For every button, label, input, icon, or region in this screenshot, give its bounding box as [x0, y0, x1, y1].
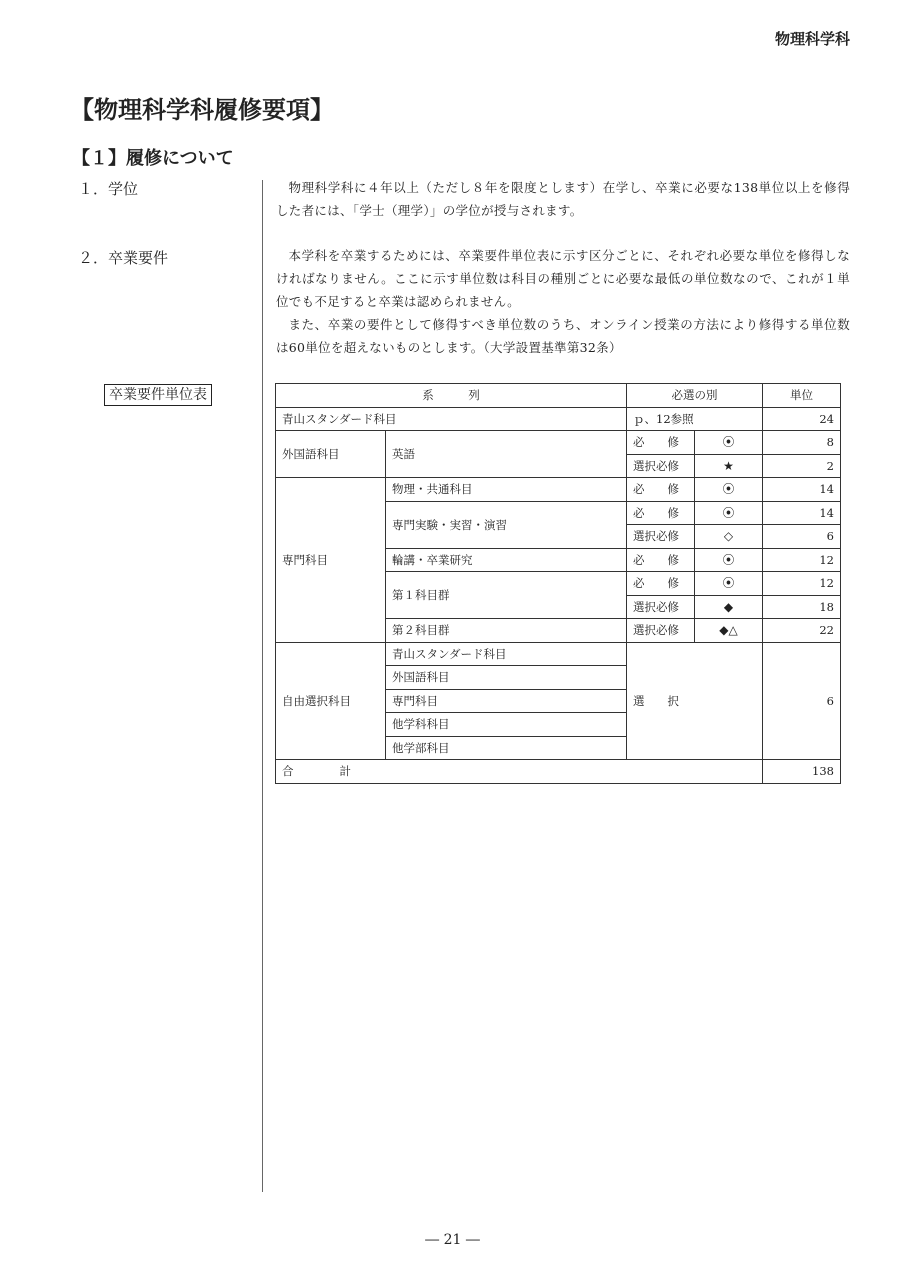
- subject-cell: 物理・共通科目: [386, 478, 627, 502]
- subject-cell: 専門実験・実習・演習: [386, 501, 627, 548]
- page-number: ― 21 ―: [425, 1232, 480, 1248]
- table-row: [276, 431, 841, 455]
- subject-cell: 第２科目群: [386, 619, 627, 643]
- item-heading-degree: １．学位: [78, 180, 139, 198]
- row-units: 6: [763, 642, 841, 760]
- row-units: 14: [763, 501, 841, 525]
- header-department: 物理科学科: [774, 30, 850, 48]
- category-cell: 自由選択科目: [276, 642, 386, 760]
- diamond-outline-icon: ◇: [695, 525, 763, 549]
- required-mark-icon: ⦿: [695, 572, 763, 596]
- row-units: 8: [763, 431, 841, 455]
- header-series: 系 列: [276, 384, 627, 408]
- total-label: 合 計: [276, 760, 763, 784]
- requirements-table: [275, 383, 841, 784]
- table-row: [276, 642, 841, 666]
- row-units: 18: [763, 595, 841, 619]
- vertical-divider: [262, 180, 263, 1192]
- table-total-row: [276, 760, 841, 784]
- row-requirement: 必 修: [627, 501, 695, 525]
- graduation-text: [276, 244, 850, 359]
- diamond-filled-icon: ◆: [695, 595, 763, 619]
- table-label: 卒業要件単位表: [104, 384, 212, 406]
- row-requirement: ｐ、12参照: [627, 407, 763, 431]
- row-requirement: 必 修: [627, 572, 695, 596]
- row-requirement: 必 修: [627, 431, 695, 455]
- category-cell: 専門科目: [276, 478, 386, 643]
- page-title: 【物理科学科履修要項】: [70, 96, 334, 124]
- subject-cell: 輪講・卒業研究: [386, 548, 627, 572]
- paragraph: 本学科を卒業するためには、卒業要件単位表に示す区分ごとに、それぞれ必要な単位を修得しなければなりません。ここに示す単位数は科目の種別ごとに必要な最低の単位数なので、これが１単位でも不足すると卒業は認められません。: [276, 248, 850, 309]
- row-requirement: 選 択: [627, 642, 763, 760]
- row-units: 24: [763, 407, 841, 431]
- item-heading-graduation: ２．卒業要件: [78, 249, 169, 267]
- row-units: 22: [763, 619, 841, 643]
- section-heading: 【１】履修について: [72, 148, 234, 169]
- row-units: 6: [763, 525, 841, 549]
- paragraph: 物理科学科に４年以上（ただし８年を限度とします）在学し、卒業に必要な138単位以上を修得した者には、「学士（理学）」の学位が授与されます。: [276, 180, 850, 218]
- row-requirement: 必 修: [627, 478, 695, 502]
- header-requirement: 必選の別: [627, 384, 763, 408]
- table-row: [276, 478, 841, 502]
- subject-cell: 専門科目: [386, 689, 627, 713]
- subject-cell: 外国語科目: [386, 666, 627, 690]
- total-units: 138: [763, 760, 841, 784]
- category-cell: 外国語科目: [276, 431, 386, 478]
- row-name: 青山スタンダード科目: [276, 407, 627, 431]
- row-requirement: 選択必修: [627, 525, 695, 549]
- subject-cell: 他学部科目: [386, 736, 627, 760]
- required-mark-icon: ⦿: [695, 501, 763, 525]
- star-mark-icon: ★: [695, 454, 763, 478]
- header-units: 単位: [763, 384, 841, 408]
- row-requirement: 必 修: [627, 548, 695, 572]
- required-mark-icon: ⦿: [695, 478, 763, 502]
- subject-cell: 第１科目群: [386, 572, 627, 619]
- degree-text: [276, 176, 850, 222]
- row-units: 2: [763, 454, 841, 478]
- diamond-triangle-icon: ◆△: [695, 619, 763, 643]
- row-requirement: 選択必修: [627, 595, 695, 619]
- row-units: 12: [763, 548, 841, 572]
- subject-cell: 青山スタンダード科目: [386, 642, 627, 666]
- table-row: [276, 407, 841, 431]
- subject-cell: 他学科科目: [386, 713, 627, 737]
- table-header-row: [276, 384, 841, 408]
- subject-cell: 英語: [386, 431, 627, 478]
- required-mark-icon: ⦿: [695, 431, 763, 455]
- required-mark-icon: ⦿: [695, 548, 763, 572]
- paragraph: また、卒業の要件として修得すべき単位数のうち、オンライン授業の方法により修得する単位数は60単位を超えないものとします。（大学設置基準第32条）: [276, 317, 850, 355]
- row-units: 12: [763, 572, 841, 596]
- row-requirement: 選択必修: [627, 619, 695, 643]
- row-requirement: 選択必修: [627, 454, 695, 478]
- row-units: 14: [763, 478, 841, 502]
